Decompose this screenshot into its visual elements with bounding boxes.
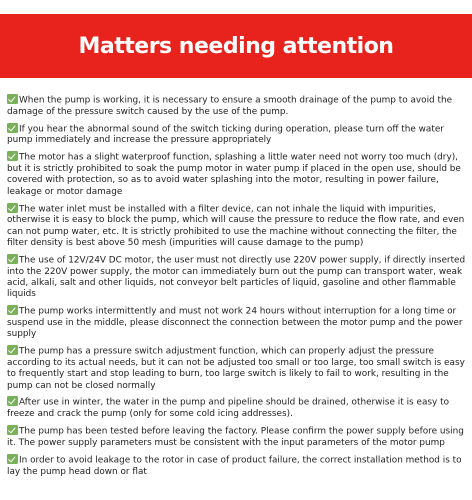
list-item (7, 151, 469, 198)
list-item (7, 396, 469, 420)
list-item-text: After use in winter, the water in the pump and pipeline should be drained, otherwise it is easy to freeze and crack the pump (only for some cold icing addresses). (7, 397, 449, 420)
check-mark-icon (7, 305, 18, 315)
list-item-text: In order to avoid leakage to the rotor in case of product failure, the correct installation method is to lay the pump head down or flat (7, 455, 462, 477)
list-item (7, 94, 469, 118)
check-mark-icon (7, 396, 18, 406)
list-item (7, 454, 469, 478)
list-item (7, 425, 469, 449)
list-item-text: The pump works intermittently and must not work 24 hours without interruption for a long time or suspend use in the middle, please disconnect the connection between the motor pump and the power supply (7, 306, 463, 340)
list-item-text: The pump has a pressure switch adjustment function, which can properly adjust the pressure according to its actual needs, but it can not be adjusted too small or too large, too small switch is easy to frequently start and stop leading to burn, too large switch is likely to fail to work, resulting in the pump can not be closed normally (7, 346, 465, 391)
list-item-text: If you hear the abnormal sound of the switch ticking during operation, please turn off the water pump immediately and increase the pressure appropriately (7, 124, 444, 146)
list-item-text: When the pump is working, it is necessary to ensure a smooth drainage of the pump to avoid the damage of the pressure switch caused by the use of the pump. (7, 95, 453, 117)
check-mark-icon (7, 151, 18, 161)
list-item (7, 305, 469, 340)
check-mark-icon (7, 94, 18, 104)
check-mark-icon (7, 254, 18, 264)
check-mark-icon (7, 345, 18, 355)
check-mark-icon (7, 454, 18, 464)
list-item-text: The use of 12V/24V DC motor, the user must not directly use 220V power supply, if directly inserted into the 220V power supply, the motor can immediately burn out the pump can transport water, weak acid, alkali, salt and other liquids, not conveyor belt particles of liquid, gasoline and other flammable liquids (7, 255, 466, 300)
list-item (7, 254, 469, 301)
list-item (7, 203, 469, 250)
list-item-text: The motor has a slight waterproof function, splashing a little water need not worry too much (dry), but it is strictly prohibited to soak the pump motor in water pump if placed in the open use, should be covered with protection, so as to avoid water splashing into the motor, resulting in power failure, leakage or motor damage (7, 152, 461, 197)
title-banner (0, 14, 472, 78)
list-item (7, 345, 469, 392)
list-item-text: The water inlet must be installed with a filter device, can not inhale the liquid with impurities, otherwise it is easy to block the pump, which will cause the pressure to reduce the flow rate, and even can not pump water, etc. It is strictly prohibited to use the machine without connecting the filter, the filter density is best above 50 mesh (impurities will cause damage to the pump) (7, 204, 465, 249)
check-mark-icon (7, 425, 18, 435)
attention-list (7, 94, 469, 483)
list-item-text: The pump has been tested before leaving the factory. Please confirm the power supply before using it. The power supply parameters must be consistent with the input parameters of the motor pump (7, 426, 464, 448)
check-mark-icon (7, 123, 18, 133)
page-title: Matters needing attention (78, 33, 394, 59)
check-mark-icon (7, 203, 18, 213)
list-item (7, 123, 469, 147)
